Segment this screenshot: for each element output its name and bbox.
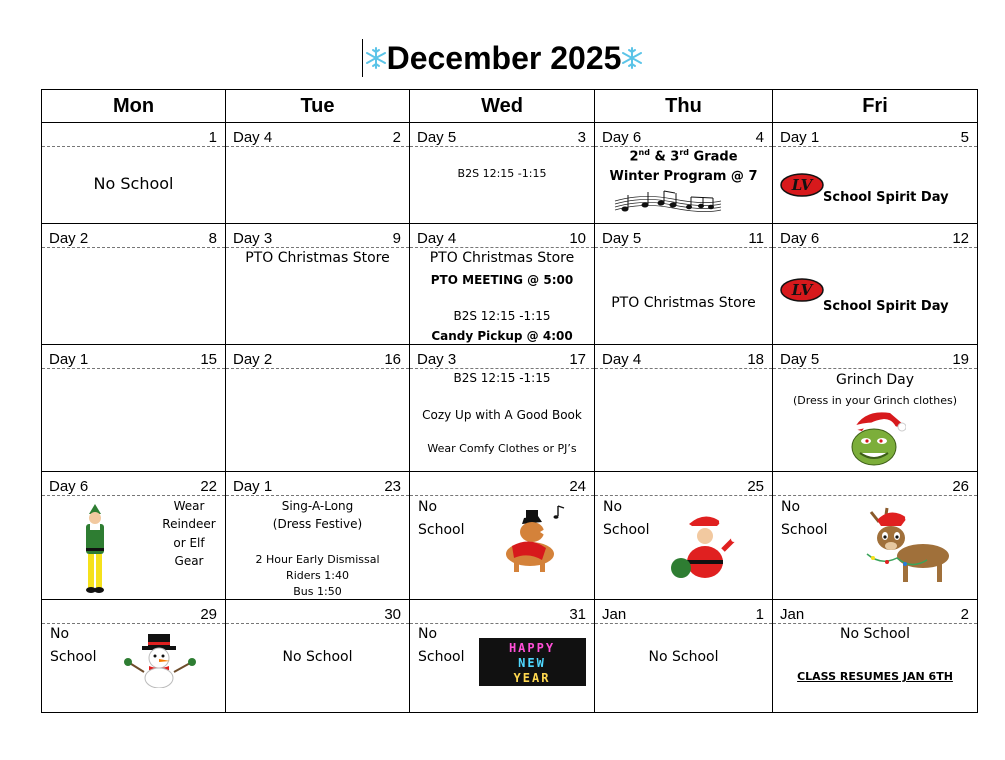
day-label: Jan (602, 606, 627, 623)
day-cell (595, 345, 773, 472)
day-cell (226, 600, 410, 713)
event-text: Bus 1:50 (293, 585, 342, 598)
banner-word: YEAR (513, 671, 551, 685)
date-number: 4 (755, 129, 764, 146)
day-label: Day 2 (233, 351, 273, 368)
date-number: 10 (569, 230, 586, 247)
snowman-icon (122, 632, 202, 688)
day-label: Day 3 (417, 351, 457, 368)
day-cell (773, 345, 978, 472)
event-text: School (418, 522, 465, 538)
event-text: No School (282, 649, 353, 665)
event-text: PTO Christmas Store (429, 250, 575, 266)
event-text: Wear (173, 499, 205, 513)
day-cell (773, 600, 978, 713)
event-text: PTO MEETING @ 5:00 (430, 273, 574, 287)
event-text: School (418, 649, 465, 665)
event-text: 2nd & 3rd Grade (629, 148, 738, 165)
date-number: 11 (748, 230, 764, 247)
day-cell (410, 600, 595, 713)
caroling-dog-icon (488, 502, 580, 576)
event-text: School Spirit Day (823, 299, 949, 314)
event-text: No (781, 499, 801, 515)
day-label: Day 1 (233, 478, 273, 495)
day-label: Day 1 (49, 351, 89, 368)
day-cell (42, 600, 226, 713)
date-number: 5 (960, 129, 969, 146)
date-number: 2 (960, 606, 969, 623)
week-row (42, 600, 978, 713)
day-cell (226, 123, 410, 224)
day-cell (595, 600, 773, 713)
day-cell (773, 123, 978, 224)
date-number: 25 (747, 478, 764, 495)
snowflake-icon (621, 47, 643, 69)
lv-logo-icon (780, 278, 824, 302)
day-cell (595, 123, 773, 224)
event-text: PTO Christmas Store (611, 295, 756, 311)
banner-word: NEW (518, 656, 546, 670)
day-cell (226, 224, 410, 345)
grinch-icon (844, 407, 906, 467)
music-notes-icon (613, 189, 723, 215)
event-text: No (50, 626, 70, 642)
weekday-wed: Wed (410, 90, 595, 123)
day-cell (410, 123, 595, 224)
date-number: 8 (208, 230, 217, 247)
day-cell (42, 123, 226, 224)
day-cell (410, 224, 595, 345)
event-text: Winter Program @ 7 (609, 169, 758, 184)
day-cell (410, 345, 595, 472)
day-label: Day 1 (780, 129, 820, 146)
banner-word: HAPPY (508, 641, 556, 655)
date-number: 17 (569, 351, 586, 368)
week-row (42, 123, 978, 224)
date-number: 29 (200, 606, 217, 623)
date-number: 15 (200, 351, 217, 368)
date-number: 23 (384, 478, 401, 495)
event-text: B2S 12:15 -1:15 (453, 371, 551, 385)
day-cell (773, 224, 978, 345)
day-cell (226, 472, 410, 600)
event-text: Sing-A-Long (281, 499, 354, 513)
weekday-tue: Tue (226, 90, 410, 123)
date-number: 1 (208, 129, 217, 146)
day-cell (42, 345, 226, 472)
snowflake-icon (365, 47, 387, 69)
day-label: Day 2 (49, 230, 89, 247)
date-number: 30 (384, 606, 401, 623)
day-cell (773, 472, 978, 600)
week-row (42, 224, 978, 345)
date-number: 3 (577, 129, 586, 146)
event-text: or Elf (173, 536, 205, 550)
event-text: (Dress in your Grinch clothes) (792, 394, 958, 407)
event-text: (Dress Festive) (272, 517, 363, 531)
day-label: Day 5 (417, 129, 457, 146)
event-text: School (603, 522, 650, 538)
event-text: Reindeer (162, 517, 216, 531)
elf-icon (80, 504, 110, 596)
event-text: CLASS RESUMES JAN 6TH (797, 670, 953, 683)
weekday-fri: Fri (773, 90, 978, 123)
event-text: No (603, 499, 623, 515)
event-text: Gear (174, 554, 204, 568)
date-number: 9 (392, 230, 401, 247)
calendar-grid (41, 89, 978, 713)
event-text: 2 Hour Early Dismissal (255, 553, 380, 566)
reindeer-icon (857, 506, 961, 586)
event-text: School (781, 522, 828, 538)
date-number: 24 (569, 478, 586, 495)
day-cell (226, 345, 410, 472)
event-text: No (418, 626, 438, 642)
event-text: School Spirit Day (823, 190, 949, 205)
week-row (42, 472, 978, 600)
event-text: No (418, 499, 438, 515)
weekday-mon: Mon (42, 90, 226, 123)
date-number: 2 (392, 129, 401, 146)
day-cell (42, 224, 226, 345)
day-label: Day 4 (602, 351, 642, 368)
logo-text: LV (791, 176, 813, 194)
date-number: 18 (747, 351, 764, 368)
day-cell (42, 472, 226, 600)
week-row (42, 345, 978, 472)
day-label: Day 6 (49, 478, 89, 495)
day-label: Day 6 (780, 230, 820, 247)
date-number: 16 (384, 351, 401, 368)
day-label: Jan (780, 606, 805, 623)
event-text: No School (93, 174, 174, 193)
date-number: 22 (200, 478, 217, 495)
day-label: Day 4 (233, 129, 273, 146)
day-label: Day 5 (780, 351, 820, 368)
weekday-thu: Thu (595, 90, 773, 123)
calendar-title (0, 36, 1005, 80)
lv-logo-icon (780, 173, 824, 197)
day-cell (410, 472, 595, 600)
month-title: December 2025 (386, 39, 622, 76)
event-text: Wear Comfy Clothes or PJ’s (427, 442, 577, 455)
event-text: School (50, 649, 97, 665)
event-text: Grinch Day (835, 372, 915, 388)
event-text: Cozy Up with A Good Book (422, 408, 582, 422)
santa-icon (665, 510, 745, 582)
event-text: No School (840, 626, 910, 642)
text-cursor (362, 39, 363, 77)
event-text: No School (648, 649, 719, 665)
event-text: Candy Pickup @ 4:00 (431, 329, 573, 343)
date-number: 19 (952, 351, 969, 368)
date-number: 1 (755, 606, 764, 623)
logo-text: LV (791, 281, 813, 299)
day-label: Day 3 (233, 230, 273, 247)
weekday-header-row (42, 90, 978, 123)
event-text: B2S 12:15 -1:15 (457, 167, 547, 180)
day-label: Day 5 (602, 230, 642, 247)
date-number: 26 (952, 478, 969, 495)
day-label: Day 6 (602, 129, 642, 146)
date-number: 12 (952, 230, 969, 247)
day-cell (595, 472, 773, 600)
happy-new-year-banner (479, 638, 586, 686)
event-text: Riders 1:40 (286, 569, 349, 582)
day-cell (595, 224, 773, 345)
date-number: 31 (569, 606, 586, 623)
event-text: B2S 12:15 -1:15 (453, 309, 551, 323)
event-text: PTO Christmas Store (245, 250, 390, 266)
day-label: Day 4 (417, 230, 457, 247)
